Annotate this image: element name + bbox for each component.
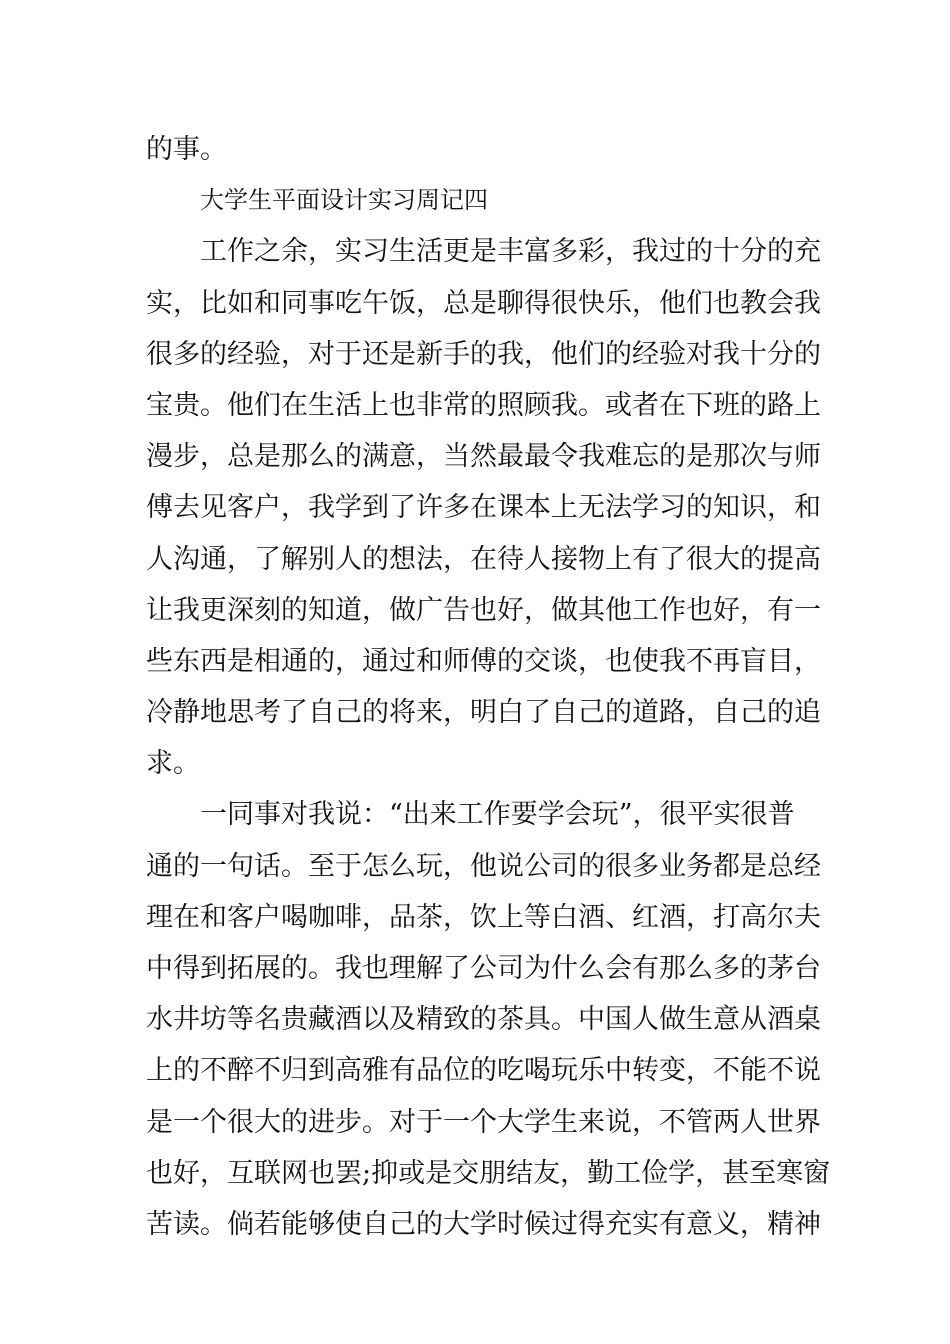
text-line: 些东西是相通的，通过和师傅的交谈，也使我不再盲目， [146,645,821,677]
text-line: 水井坊等名贵藏酒以及精致的茶具。中国人做生意从酒桌 [146,1004,821,1036]
text-line: 工作之余，实习生活更是丰富多彩，我过的十分的充 [200,236,821,268]
text-line: 通的一句话。至于怎么玩，他说公司的很多业务都是总经 [146,850,821,882]
text-line: 冷静地思考了自己的将来，明白了自己的道路，自己的追 [146,697,821,729]
section-heading: 大学生平面设计实习周记四 [200,186,488,215]
text-line: 漫步，总是那么的满意，当然最最令我难忘的是那次与师 [146,441,821,473]
text-line: 宝贵。他们在生活上也非常的照顾我。或者在下班的路上 [146,389,821,421]
text-line: 苦读。倘若能够使自己的大学时候过得充实有意义，精神 [146,1208,821,1240]
text-line: 实，比如和同事吃午饭，总是聊得很快乐，他们也教会我 [146,287,821,319]
text-line: 的事。 [146,134,227,165]
text-line: 求。 [146,748,200,780]
document-body [146,124,831,1250]
text-line: 上的不醉不归到高雅有品位的吃喝玩乐中转变，不能不说 [146,1055,821,1087]
text-line: 很多的经验，对于还是新手的我，他们的经验对我十分的 [146,338,821,370]
text-line: 人沟通，了解别人的想法，在待人接物上有了很大的提高 [146,543,821,575]
text-line: 傅去见客户，我学到了许多在课本上无法学习的知识，和 [146,492,821,524]
text-line: 是一个很大的进步。对于一个大学生来说，不管两人世界 [146,1106,821,1138]
text-line: 理在和客户喝咖啡，品茶，饮上等白酒、红酒，打高尔夫 [146,901,821,933]
text-line: 中得到拓展的。我也理解了公司为什么会有那么多的茅台 [146,953,821,984]
text-line: 也好，互联网也罢;抑或是交朋结友，勤工俭学，甚至寒窗 [146,1157,831,1189]
text-line: 让我更深刻的知道，做广告也好，做其他工作也好，有一 [146,594,821,626]
text-line: 一同事对我说：“出来工作要学会玩”，很平实很普 [200,799,795,831]
